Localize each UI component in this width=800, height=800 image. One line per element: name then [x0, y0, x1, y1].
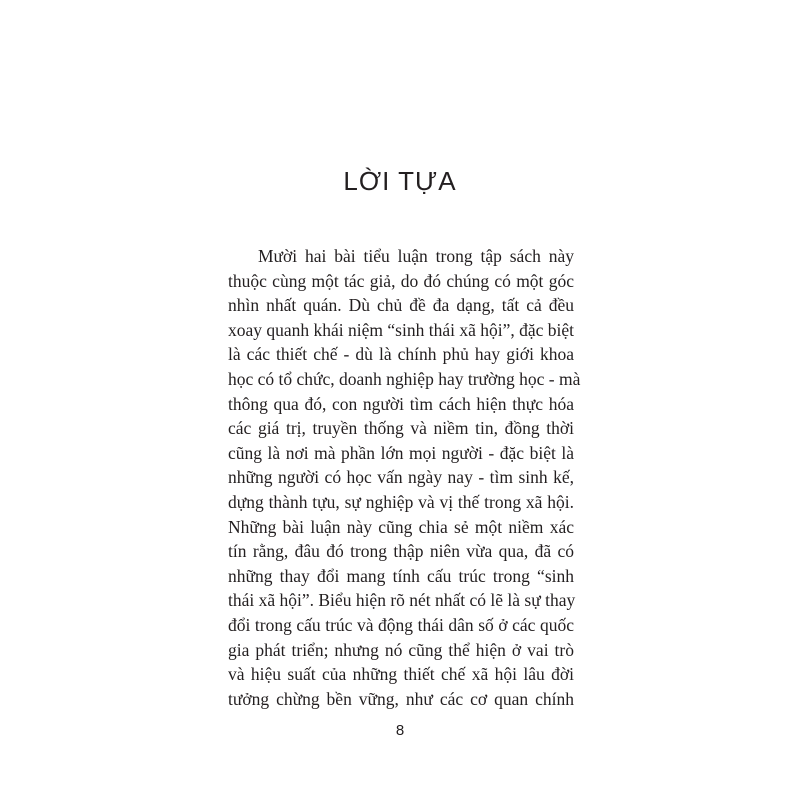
text-line: gia phát triển; nhưng nó cũng thể hiện ở vai trò — [228, 639, 574, 660]
text-line: thông qua đó, con người tìm cách hiện thực hóa — [228, 393, 574, 414]
text-line: tín rằng, đâu đó trong thập niên vừa qua, đã có — [228, 541, 574, 562]
text-line: và hiệu suất của những thiết chế xã hội lâu đời — [228, 664, 574, 685]
text-line: những thay đổi mang tính cấu trúc trong “sinh — [228, 565, 574, 586]
text-line: là các thiết chế - dù là chính phủ hay giới khoa — [228, 344, 574, 365]
text-line: Những bài luận này cũng chia sẻ một niềm xác — [228, 516, 574, 537]
text-line: nhìn nhất quán. Dù chủ đề đa dạng, tất cả đều — [228, 295, 574, 316]
text-line: Mười hai bài tiểu luận trong tập sách này — [258, 246, 574, 266]
page-number: 8 — [395, 722, 405, 739]
text-line: cũng là nơi mà phần lớn mọi người - đặc biệt là — [228, 442, 574, 463]
text-line: các giá trị, truyền thống và niềm tin, đồng thời — [228, 418, 574, 439]
text-line: những người có học vấn ngày nay - tìm sinh kế, — [228, 467, 574, 488]
text-line: thuộc cùng một tác giả, do đó chúng có một góc — [228, 270, 574, 291]
chapter-title: LỜI TỰA — [343, 166, 457, 196]
body-paragraph — [228, 244, 581, 711]
text-line: thái xã hội”. Biểu hiện rõ nét nhất có lẽ là sự thay — [228, 590, 576, 611]
text-line: xoay quanh khái niệm “sinh thái xã hội”, đặc biệt — [228, 319, 575, 340]
text-line: học có tổ chức, doanh nghiệp hay trường học - mà — [228, 368, 581, 389]
text-line: dựng thành tựu, sự nghiệp và vị thế trong xã hội. — [228, 491, 574, 512]
text-line: đổi trong cấu trúc và động thái dân số ở các quốc — [228, 614, 574, 635]
text-line: tưởng chừng bền vững, như các cơ quan chính — [228, 688, 574, 709]
